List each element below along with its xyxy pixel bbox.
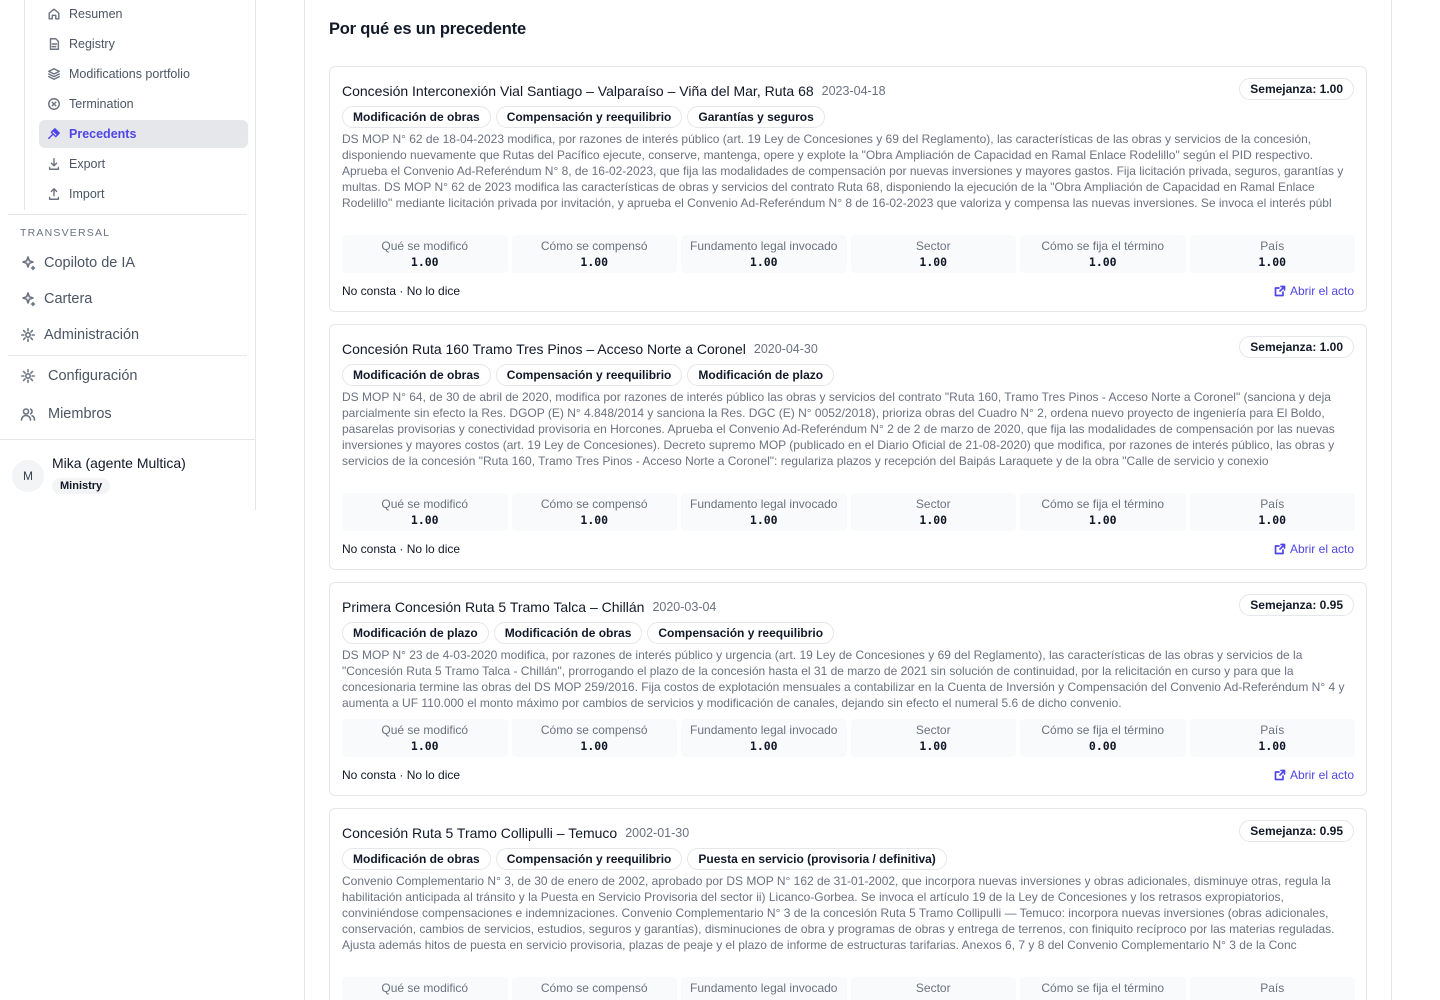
score-value: 1.00 [580,255,609,269]
gavel-icon [47,127,61,141]
tag: Garantías y seguros [687,106,824,128]
tag: Modificación de plazo [687,364,834,386]
score-cell [1020,235,1186,273]
footer-note: No consta · No lo dice [342,284,461,298]
score-cell [1190,719,1356,757]
tag: Compensación y reequilibrio [496,106,683,128]
tag: Modificación de obras [342,106,491,128]
card-footer [342,283,1354,299]
score-label: País [1260,723,1285,737]
score-label: Cómo se fija el término [1041,723,1165,737]
score-cell [512,235,678,273]
external-link-icon [1274,769,1286,781]
score-cell [342,977,508,1000]
gear-icon [20,368,36,384]
score-label: Qué se modificó [381,981,469,995]
score-cell [681,977,847,1000]
footer-note: No consta · No lo dice [342,768,461,782]
score-value: 1.00 [749,513,778,527]
precedent-title: Primera Concesión Ruta 5 Tramo Talca – Chillán [342,599,645,615]
tag: Compensación y reequilibrio [496,364,683,386]
precedent-date: 2002-01-30 [625,826,690,840]
score-value: 1.00 [1088,513,1117,527]
score-label: Qué se modificó [381,497,469,511]
card-footer [342,541,1354,557]
open-act-label: Abrir el acto [1289,542,1354,556]
precedent-date: 2020-04-30 [753,342,818,356]
subnav-item-export[interactable] [39,150,248,178]
precedent-title: Concesión Ruta 160 Tramo Tres Pinos – Acceso Norte a Coronel [342,341,746,357]
score-cell [512,493,678,531]
nav-item-cartera[interactable] [20,284,247,314]
card-header [342,823,1354,843]
precedent-card [329,582,1367,796]
nav-item-copiloto[interactable] [20,248,247,278]
score-cell [681,719,847,757]
score-cell [1190,235,1356,273]
subnav-item-termination[interactable] [39,90,248,118]
score-value: 1.00 [580,739,609,753]
score-label: Sector [915,723,951,737]
score-cell [1020,719,1186,757]
score-value: 1.00 [1258,739,1287,753]
nav-item-label: Copiloto de IA [44,255,136,271]
sparkles-icon [20,255,36,271]
score-grid [342,719,1355,757]
score-grid [342,493,1355,531]
sidebar-divider [8,214,247,215]
nav-item-miembros[interactable] [20,399,247,429]
score-value: 1.00 [919,513,948,527]
precedent-date: 2020-03-04 [652,600,717,614]
tag: Modificación de plazo [342,622,489,644]
score-label: Sector [915,239,951,253]
score-label: Sector [915,981,951,995]
tag: Puesta en servicio (provisoria / definitiva) [687,848,946,870]
precedent-description: DS MOP N° 23 de 4-03-2020 modifica, por razones de interés público y urgencia (art. 19 Ley de Concesiones y 69 del Reglamento), las características de las obras y servicios de la "Concesión Ruta 5 Tramo Talca - Chillán", prorrogando el plazo de la concesión hasta el 31 de marzo de 2021 sin solución de continuidad, por la relicitación en curso y para que la concesionaria termine las obras del DS MOP 259/2016. Fija costos de explotación mensuales a contabilizar en la Cuenta de Inversión y Compensación del Convenio Ad-Referéndum N° 4 y aumenta a UF 110.000 el monto máximo por cambios de servicios y modificación de canales, dejando sin efecto el numeral 5.6 de dicho convenio. [342,648,1345,710]
score-cell [342,235,508,273]
similarity-badge: Semejanza: 0.95 [1239,594,1354,616]
sidebar-divider [0,439,256,440]
gear-icon [20,327,36,343]
tag: Modificación de obras [342,364,491,386]
sidebar-divider [8,355,247,356]
tag: Modificación de obras [342,848,491,870]
score-label: País [1260,981,1285,995]
precedent-title: Concesión Ruta 5 Tramo Collipulli – Temuco [342,825,618,841]
precedent-title: Concesión Interconexión Vial Santiago – Valparaíso – Viña del Mar, Ruta 68 [342,83,814,99]
sub-navigation [24,0,256,210]
subnav-item-resumen[interactable] [39,0,248,28]
card-header [342,597,1354,617]
tag: Modificación de obras [494,622,643,644]
subnav-label: Precedents [69,127,137,141]
score-label: Qué se modificó [381,239,469,253]
precedent-card [329,324,1367,570]
score-label: Fundamento legal invocado [690,239,838,253]
score-label: Cómo se fija el término [1041,239,1165,253]
score-cell [1190,977,1356,1000]
score-cell [342,719,508,757]
score-label: Fundamento legal invocado [690,981,838,995]
score-label: País [1260,239,1285,253]
similarity-badge: Semejanza: 1.00 [1239,78,1354,100]
tag-list [342,622,834,644]
score-cell [512,977,678,1000]
score-value: 1.00 [580,513,609,527]
nav-item-label: Cartera [44,291,93,307]
subnav-item-registry[interactable] [39,30,248,58]
score-value: 1.00 [1258,255,1287,269]
nav-item-label: Administración [44,327,140,343]
external-link-icon [1274,543,1286,555]
score-cell [342,493,508,531]
circle-x-icon [47,97,61,111]
precedent-description: DS MOP N° 62 de 18-04-2023 modifica, por razones de interés público (art. 19 Ley de Concesiones y 69 del Reglamento), las características de las obras y servicios de la concesión, disponiendo nuevamente que Rutas del Pacífico ejecute, conserve, mantenga, opere y explote la "Obra Ampliación de Capacidad en Ramal Enlace Rodelillo" según el PID respectivo. Aprueba el Convenio Ad-Referéndum N° 8, de 16-02-2023, que fija las modalidades de compensación por nuevas inversiones y mayores gastos. Fija licitación privada, seguros, garantías y multas. DS MOP N° 62 de 2023 modifica las características de obras y servicios del contrato Ruta 68, disponiendo la ejecución de la "Obra Ampliación de Capacidad en Ramal Enlace Rodelillo" mediante licitación privada por invitación, y aprueba el Convenio Ad-Referéndum N° 8 de 16-02-2023 que valoriza y compensa las nuevas inversiones. Se invoca el interés públ [342,132,1344,210]
score-label: Cómo se compensó [540,723,648,737]
document-icon [47,37,61,51]
score-label: Fundamento legal invocado [690,497,838,511]
nav-item-configuracion[interactable] [20,361,247,391]
score-value: 1.00 [749,739,778,753]
subnav-item-import[interactable] [39,180,248,208]
score-cell [1020,493,1186,531]
layers-icon [47,67,61,81]
score-value: 0.00 [1088,739,1117,753]
open-act-label: Abrir el acto [1289,768,1354,782]
score-value: 1.00 [1258,513,1287,527]
card-header [342,339,1354,359]
score-cell [851,719,1017,757]
score-label: Cómo se fija el término [1041,981,1165,995]
score-value: 1.00 [1088,255,1117,269]
score-value: 1.00 [410,513,439,527]
score-label: País [1260,497,1285,511]
nav-item-label: Configuración [48,368,138,384]
score-value: 1.00 [919,255,948,269]
score-grid [342,235,1355,273]
subnav-label: Export [69,157,106,171]
home-icon [47,7,61,21]
precedent-description: Convenio Complementario N° 3, de 30 de enero de 2002, aprobado por DS MOP N° 162 de 31-01-2002, que incorpora nuevas inversiones y obras adicionales, disminuye otras, regula la habilitación anticipada al tránsito y la Puesta en Servicio Provisoria del sector ii) Licanco-Gorbea. Se invoca el artículo 19 de la Ley de Concesiones y los retrasos expropiatorios, conviniéndose compensaciones e indemnizaciones. Convenio Complementario N° 3 de la concesión Ruta 5 Tramo Collipulli — Temuco: incorpora nuevas inversiones (obras adicionales, conservación, cambios de servicios, estudios, seguros y garantías), disminuciones de obra y programas de obras y entrega de terrenos, con finiquito recíproco por las materias reguladas. Ajusta además hitos de puesta en servicio provisoria, plazas de peaje y el plazo de informe de estructuras tarifarias. Anexos 6, 7 y 8 del Convenio Complementario N° 3 de la Conc [342,874,1335,952]
sparkles-icon [20,291,36,307]
footer-note: No consta · No lo dice [342,542,461,556]
similarity-badge: Semejanza: 1.00 [1239,336,1354,358]
tag-list [342,364,834,386]
external-link-icon [1274,285,1286,297]
card-header [342,81,1354,101]
card-footer [342,767,1354,783]
subnav-label: Registry [69,37,115,51]
avatar: M [12,460,44,492]
score-label: Cómo se compensó [540,497,648,511]
tag-list [342,848,947,870]
tag-list [342,106,825,128]
subnav-item-precedents[interactable] [39,120,248,148]
subnav-label: Import [69,187,105,201]
precedent-date: 2023-04-18 [821,84,886,98]
score-cell [681,235,847,273]
score-label: Qué se modificó [381,723,469,737]
upload-icon [47,187,61,201]
nav-item-label: Miembros [48,406,112,422]
download-icon [47,157,61,171]
page-title: Por qué es un precedente [329,20,526,38]
precedent-description: DS MOP N° 64, de 30 de abril de 2020, modifica por razones de interés público las obras y servicios del contrato "Ruta 160, Tramo Tres Pinos - Acceso Norte a Coronel" (sanciona y deja parcialmente sin efecto la Res. DGOP (E) N° 4.848/2014 y sanciona la Res. DGC (E) N° 0052/2018), prioriza obras del Cuadro N° 2, ordena nuevo proyecto de ingeniería para El Boldo, pasarelas provisorias y conectividad provisoria en Horcones. Aprueba el Convenio Ad-Referéndum N° 2 de 2 de marzo de 2020, que fija las modalidades de compensación por las nuevas inversiones y mayores costos (art. 19 Ley de Concesiones). Decreto supremo MOP (publicado en el Diario Oficial de 21-08-2020) que modifica, por razones de interés público, las obras y servicios de la concesión "Ruta 160, Tramo Tres Pinos - Acceso Norte a Coronel": regulariza plazos y recepción del Baipás Laraquete y de la obra "Calle de servicio y conexio [342,390,1335,468]
tag: Compensación y reequilibrio [496,848,683,870]
score-label: Sector [915,497,951,511]
open-act-link[interactable] [1274,284,1354,298]
user-name: Mika (agente Multica) [52,455,186,471]
score-cell [681,493,847,531]
nav-item-administracion[interactable] [20,320,247,350]
open-act-label: Abrir el acto [1289,284,1354,298]
tag: Compensación y reequilibrio [647,622,834,644]
score-value: 1.00 [410,739,439,753]
subnav-label: Resumen [69,7,123,21]
score-label: Cómo se compensó [540,239,648,253]
score-label: Cómo se fija el término [1041,497,1165,511]
user-info [52,450,186,494]
open-act-link[interactable] [1274,542,1354,556]
score-cell [851,977,1017,1000]
score-cell [1190,493,1356,531]
subnav-label: Modifications portfolio [69,67,190,81]
subnav-label: Termination [69,97,134,111]
precedent-card [329,66,1367,312]
section-label-transversal: TRANSVERSAL [20,227,111,239]
score-cell [851,493,1017,531]
precedent-card [329,808,1367,1000]
subnav-item-modifications-portfolio[interactable] [39,60,248,88]
score-label: Fundamento legal invocado [690,723,838,737]
score-label: Cómo se compensó [540,981,648,995]
score-cell [512,719,678,757]
open-act-link[interactable] [1274,768,1354,782]
score-grid [342,977,1355,1000]
score-cell [1020,977,1186,1000]
score-value: 1.00 [919,739,948,753]
score-value: 1.00 [410,255,439,269]
sidebar [0,0,256,510]
user-profile[interactable] [12,450,186,494]
similarity-badge: Semejanza: 0.95 [1239,820,1354,842]
score-cell [851,235,1017,273]
score-value: 1.00 [749,255,778,269]
user-role-badge: Ministry [52,478,110,494]
users-icon [20,406,36,422]
